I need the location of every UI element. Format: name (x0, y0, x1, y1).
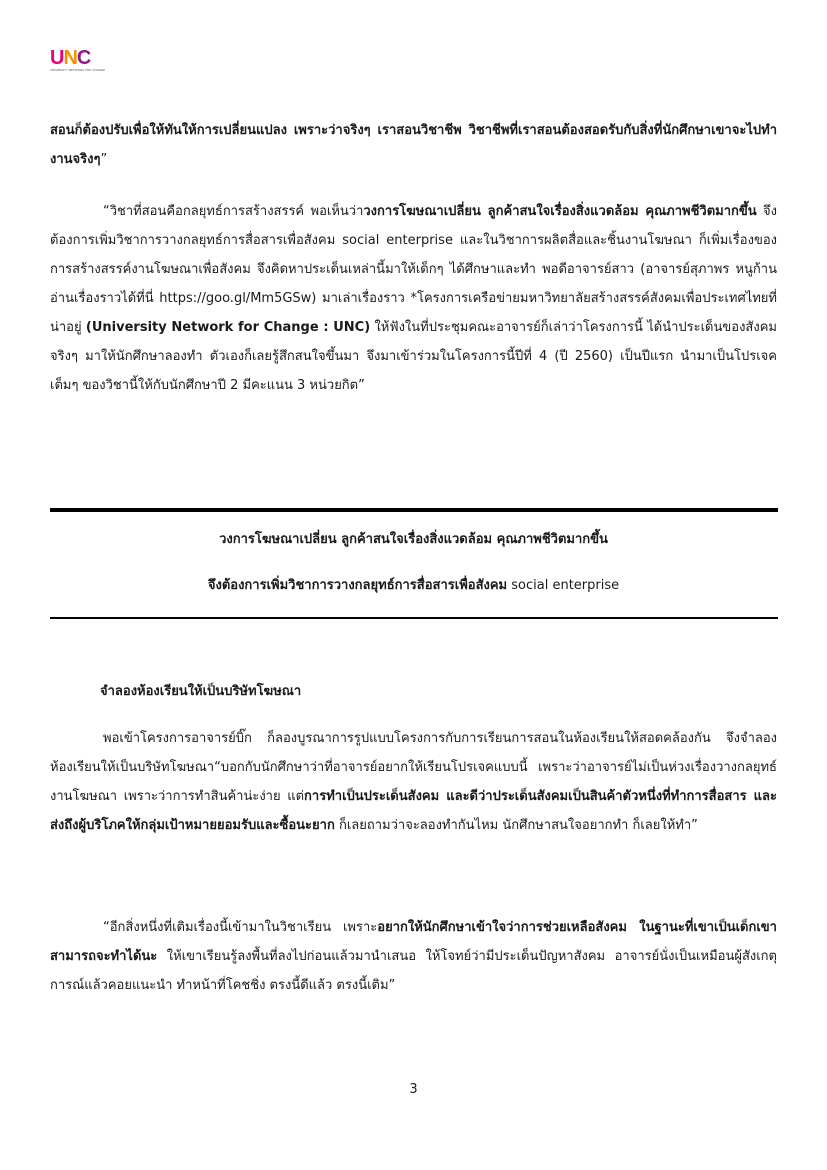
section-heading: จำลองห้องเรียนให้เป็นบริษัทโฆษณา (100, 684, 302, 699)
p1-bold: สอนก็ต้องปรับเพื่อให้ทันให้การเปลี่ยนแปลง เพราะว่าจริงๆ เราสอนวิชาชีพ วิชาชีพที่เราสอนต้องสอดรับกับสิ่งที่นักศึกษาเขาจะไปทำงานจริงๆ (50, 123, 777, 167)
logo-letter-u: U (50, 47, 64, 69)
paragraph-4 (50, 913, 777, 1000)
logo-letter-c: C (76, 47, 91, 69)
paragraph-2 (50, 197, 777, 400)
p1-end: ” (100, 152, 108, 167)
p4-text-1: “อีกสิ่งหนึ่งที่เติมเรื่องนี้เข้ามาในวิชาเรียน เพราะ (103, 920, 378, 935)
p3-text-2: ก็เลยถามว่าจะลองทำกันไหม นักศึกษาสนใจอยากทำ ก็เลยให้ทำ” (334, 818, 698, 833)
p2-bold-1: วงการโฆษณาเปลี่ยน ลูกค้าสนใจเรื่องสิ่งแวดล้อม คุณภาพชีวิตมากขึ้น (363, 204, 757, 219)
unc-logo (50, 47, 106, 76)
callout-top-rule (50, 508, 778, 512)
p2-text-3: ให้ฟังในที่ประชุมคณะอาจารย์ก็เล่าว่าโครงการนี้ ได้นำประเด็นของสังคมจริงๆ มาให้นักศึกษาลองทำ ตัวเองก็เลยรู้สึกสนใจขึ้นมา จึงมาเข้าร่วมในโครงการนี้ปีที่ 4 (ปี 2560) เป็นปีแรก นำมาเป็นโปรเจคเต็มๆ ของวิชานี้ให้กับนักศึกษาปี 2 มีคะแนน 3 หน่วยกิต” (50, 320, 777, 393)
callout-line-2-text: social enterprise (507, 578, 620, 593)
logo-letter-n: N (63, 47, 77, 69)
callout-line-2-bold: จึงต้องการเพิ่มวิชาการวางกลยุทธ์การสื่อสารเพื่อสังคม (207, 578, 508, 593)
page-number: 3 (409, 1082, 418, 1097)
callout-line-1: วงการโฆษณาเปลี่ยน ลูกค้าสนใจเรื่องสิ่งแวดล้อม คุณภาพชีวิตมากขึ้น (219, 532, 608, 547)
paragraph-3 (50, 724, 777, 840)
unc-logo-mark (50, 48, 98, 68)
p3-text-1: พอเข้าโครงการอาจารย์บิ๊ก ก็ลองบูรณาการรูปแบบโครงการกับการเรียนการสอนในห้องเรียนให้สอดคล้องกัน จึงจำลองห้องเรียนให้เป็นบริษัทโฆษณา“บอกกับนักศึกษาว่าที่อาจารย์อยากให้เรียนโปรเจคแบบนี้ เพราะว่าอาจารย์ไม่เป็นห่วงเรื่องวางกลยุทธ์งานโฆษณา เพราะว่าการทำสินค้าน่ะง่าย แต่ (50, 731, 777, 804)
p4-bold-1: อยากให้นักศึกษาเข้าใจว่าการช่วยเหลือสังคม ในฐานะที่เขาเป็นเด็กเขาสามารถจะทำได้นะ (50, 920, 777, 964)
p2-text-2: จึงต้องการเพิ่มวิชาการวางกลยุทธ์การสื่อสารเพื่อสังคม social enterprise และในวิชาการผลิตสื่อและชิ้นงานโฆษณา ก็เพิ่มเรื่องของการสร้างสรรค์งานโฆษณาเพื่อสังคม จึงคิดหาประเด็นเหล่านี้มาให้เด็กๆ ได้ศึกษาและทำ พอดีอาจารย์สาว (อาจารย์สุภาพร หนูก้าน อ่านเรื่องราวได้ที่นี่ https://goo.gl/Mm5GSw) มาเล่าเรื่องราว *โครงการเครือข่ายมหาวิทยาลัยสร้างสรรค์สังคมเพื่อประเทศไทยที่น่าอยู่ (50, 204, 777, 335)
callout-bottom-rule (50, 617, 778, 619)
p4-text-2: ให้เขาเรียนรู้ลงพื้นที่ลงไปก่อนแล้วมานำเสนอ ให้โจทย์ว่ามีประเด็นปัญหาสังคม อาจารย์นั่งเป็นเหมือนผู้สังเกตุการณ์แล้วคอยแนะนำ ทำหน้าที่โคชชิ่ง ตรงนี้ดีแล้ว ตรงนี้เติม” (50, 949, 777, 993)
p2-bold-2: (University Network for Change : UNC) (85, 320, 371, 335)
p3-bold-1: การทำเป็นประเด็นสังคม และดีว่าประเด็นสังคมเป็นสินค้าตัวหนึ่งที่ทำการสื่อสาร และส่งถึงผู้บริโภคให้กลุ่มเป้าหมายยอมรับและซื้อนะยาก (50, 789, 777, 833)
p2-text-1: “วิชาที่สอนคือกลยุทธ์การสร้างสรรค์ พอเห็นว่า (103, 204, 364, 219)
callout-line-2 (50, 574, 777, 595)
logo-caption: UNIVERSITY NETWORK FOR CHANGE (50, 68, 106, 72)
paragraph-1 (50, 116, 777, 174)
